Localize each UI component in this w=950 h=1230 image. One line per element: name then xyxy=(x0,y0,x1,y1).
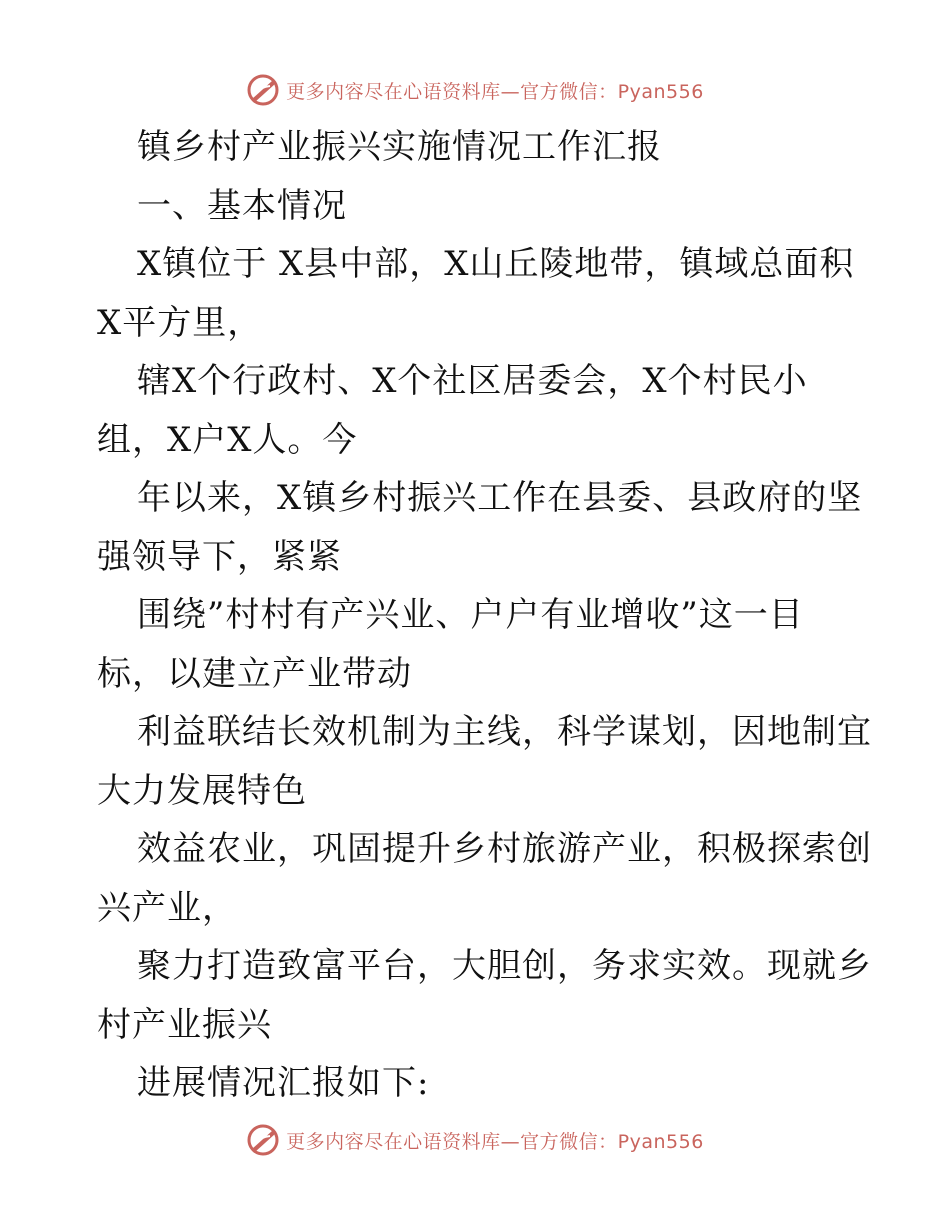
paragraph-line: 年以来，X镇乡村振兴工作在县委、县政府的坚 xyxy=(137,478,863,518)
document-title: 镇乡村产业振兴实施情况工作汇报 xyxy=(137,127,662,167)
paragraph-line: X镇位于 X县中部，X山丘陵地带，镇域总面积 xyxy=(137,244,855,284)
pen-logo-icon xyxy=(246,73,280,107)
paragraph-line: 强领导下，紧紧 xyxy=(97,536,342,577)
watermark-text: 更多内容尽在心语资料库—官方微信：Pyan556 xyxy=(286,1130,704,1153)
paragraph-line: 标，以建立产业带动 xyxy=(97,653,412,694)
footer-watermark xyxy=(0,1120,950,1160)
pen-logo-icon xyxy=(246,1123,280,1157)
paragraph-line: X平方里， xyxy=(97,302,263,343)
paragraph-line: 组，X户X人。今 xyxy=(97,419,358,460)
paragraph-line: 兴产业， xyxy=(97,887,237,928)
header-watermark xyxy=(0,70,950,110)
watermark-text: 更多内容尽在心语资料库—官方微信：Pyan556 xyxy=(286,80,704,103)
paragraph-line: 围绕”村村有产兴业、户户有业增收”这一目 xyxy=(137,595,804,635)
watermark-group xyxy=(246,1123,704,1157)
paragraph-line: 村产业振兴 xyxy=(97,1004,272,1045)
section-heading: 一、基本情况 xyxy=(137,185,347,226)
paragraph-line: 大力发展特色 xyxy=(97,770,307,811)
paragraph-line: 聚力打造致富平台，大胆创，务求实效。现就乡 xyxy=(137,946,872,986)
paragraph-line: 进展情况汇报如下: xyxy=(137,1063,430,1103)
paragraph-line: 辖X个行政村、X个社区居委会，X个村民小 xyxy=(137,361,808,401)
document-body xyxy=(97,118,872,1113)
watermark-group xyxy=(246,73,704,107)
paragraph-line: 利益联结长效机制为主线，科学谋划，因地制宜 xyxy=(137,712,872,752)
paragraph-line: 效益农业，巩固提升乡村旅游产业，积极探索创 xyxy=(137,829,872,869)
